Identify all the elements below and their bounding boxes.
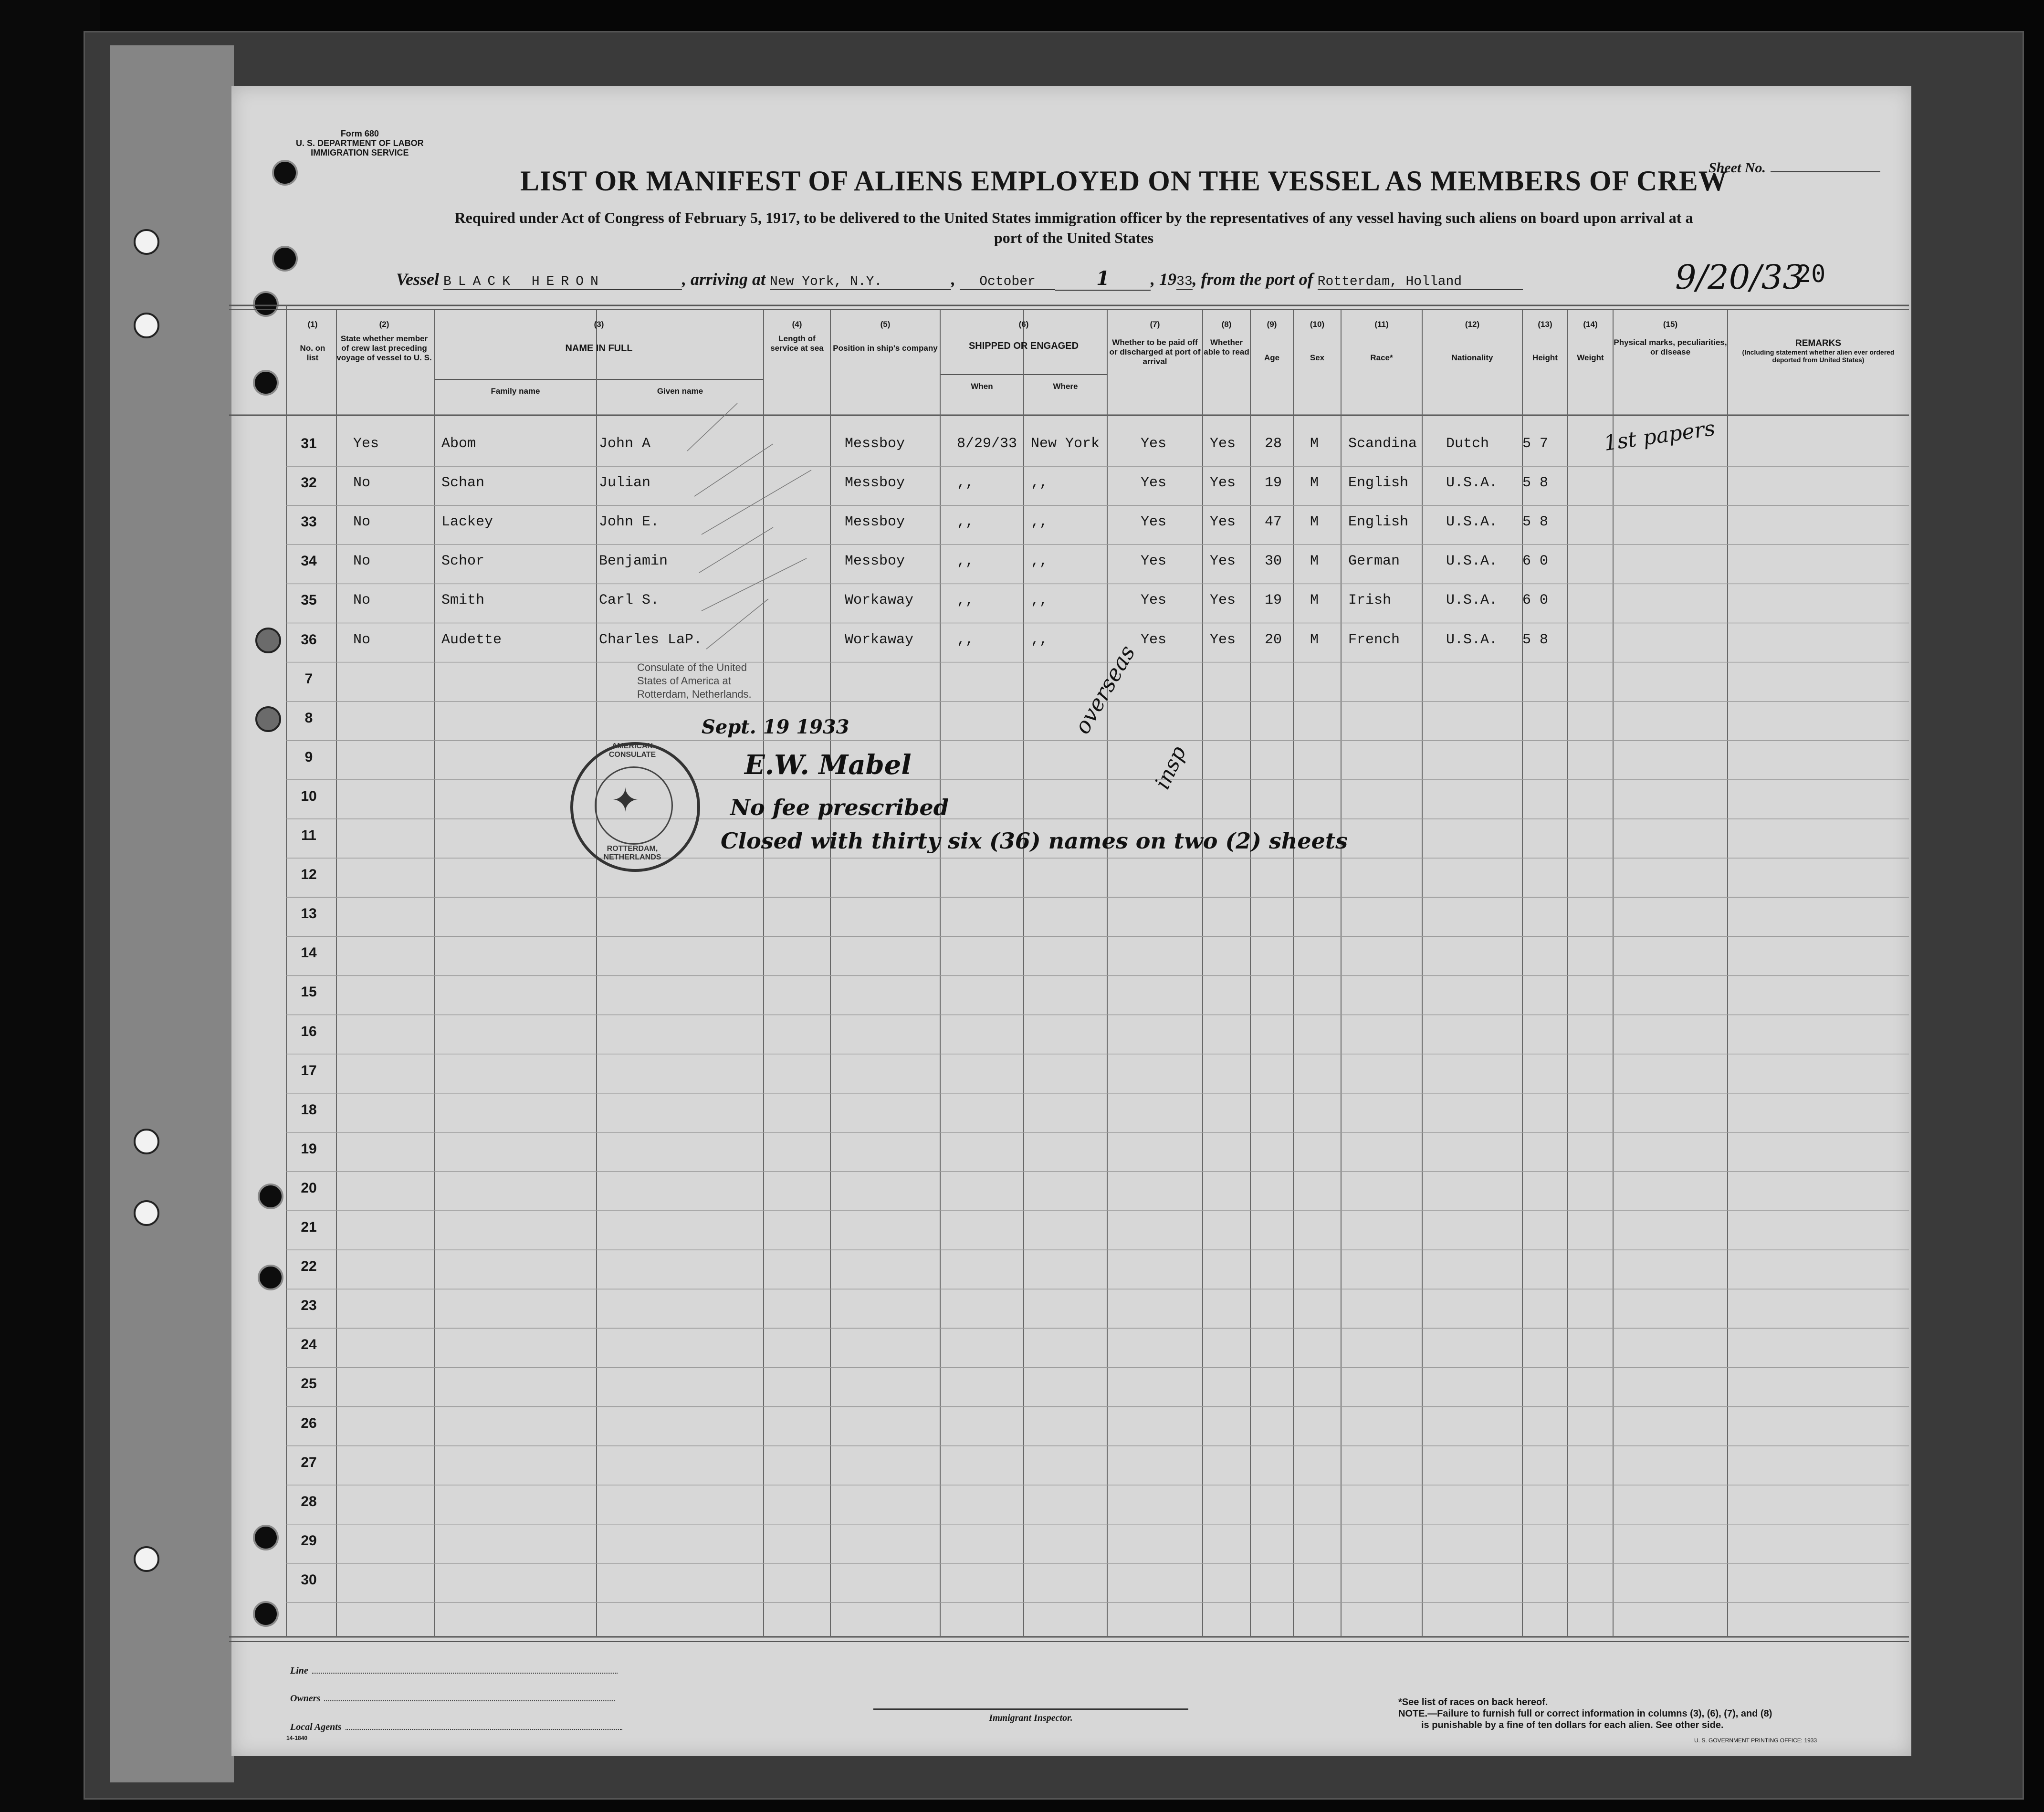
sex-cell: M [1310,436,1319,452]
where-cell: ,, [1031,514,1048,531]
nationality-cell: U.S.A. [1446,553,1498,570]
sept-date: Sept. 19 1933 [702,716,849,738]
sex-cell: M [1310,592,1319,609]
col-11-header [1341,320,1422,363]
consulate-line-2: States of America at [637,675,731,687]
row-number: 19 [301,1141,317,1157]
position-cell: Messboy [845,514,905,531]
read-cell: Yes [1210,436,1236,452]
punch-hole [253,291,279,317]
col-8-header [1203,320,1250,357]
given-cell: Benjamin [599,553,668,570]
row-number: 33 [301,514,317,530]
arriving-label: , arriving at [682,270,766,289]
page-title: LIST OR MANIFEST OF ALIENS EMPLOYED ON THE VESSEL AS MEMBERS OF CREW [520,165,1728,197]
row-number: 30 [301,1571,317,1588]
col-7-num: (7) [1150,320,1160,329]
when-cell: ,, [957,514,975,531]
binder-hole [134,229,159,255]
owners-field [290,1693,615,1704]
owners-label: Owners [290,1693,321,1704]
subtitle-line-2: port of the United States [994,229,1154,246]
given-cell: John A [599,436,651,452]
age-cell: 47 [1265,514,1282,531]
form-ref: 14-1840 [286,1735,308,1741]
punch-hole [255,706,281,732]
where-cell: New York [1031,436,1100,452]
punch-hole [272,246,298,272]
line-label: Line [290,1665,308,1676]
col-12-label: Nationality [1451,353,1493,362]
sheet-number-line [1771,171,1880,172]
binding-strip [110,45,234,1782]
col-4-num: (4) [792,320,802,329]
punch-hole [253,1525,279,1550]
punch-hole [253,370,279,396]
owners-blank [324,1700,615,1701]
overseas-note: overseas [1069,640,1141,738]
row-number: 31 [301,436,317,451]
binder-hole [134,1546,159,1572]
age-cell: 19 [1265,592,1282,609]
col-3-label: NAME IN FULL [565,343,633,354]
nationality-cell: U.S.A. [1446,475,1498,492]
footnote [1398,1697,1772,1731]
subtitle [296,208,1852,248]
punch-hole [272,160,298,186]
read-cell: Yes [1210,631,1236,648]
departure-port: Rotterdam, Holland [1318,274,1523,290]
consulate-stamp-text [637,661,752,701]
race-cell: Scandina [1348,436,1417,452]
row-number: 22 [301,1258,317,1275]
when-cell: ,, [957,475,975,492]
row-number: 18 [301,1101,317,1118]
age-cell: 30 [1265,553,1282,570]
last-voyage-cell: No [353,514,371,531]
col-10-label: Sex [1310,353,1325,362]
col-1-header [296,320,329,363]
read-cell: Yes [1210,592,1236,609]
row-number: 34 [301,553,317,569]
family-cell: Schan [441,475,485,492]
col-6-label: SHIPPED OR ENGAGED [968,341,1079,351]
height-cell: 5 8 [1522,631,1549,648]
sex-cell: M [1310,475,1319,492]
sex-cell: M [1310,514,1319,531]
punch-hole [258,1265,283,1290]
col-5-label: Position in ship's company [833,344,938,353]
position-cell: Workaway [845,631,914,648]
given-cell: Julian [599,475,651,492]
paid-off-cell: Yes [1141,592,1167,609]
position-cell: Workaway [845,592,914,609]
col-15-num: (15) [1663,320,1678,329]
when-cell: ,, [957,553,975,570]
col-10-header [1293,320,1341,363]
row-number: 11 [301,827,316,843]
col-1-num: (1) [307,320,318,329]
row-number: 15 [301,984,317,1000]
col-15-header [1613,320,1728,357]
col-14-num: (14) [1583,320,1598,329]
age-cell: 19 [1265,475,1282,492]
race-cell: English [1348,514,1409,531]
where-cell: ,, [1031,631,1048,648]
footnote-penalty-2: is punishable by a fine of ten dollars for each alien. See other side. [1421,1720,1724,1730]
row-number: 36 [301,631,317,648]
row-number: 24 [301,1337,317,1353]
punch-hole [255,628,281,653]
nationality-cell: U.S.A. [1446,592,1498,609]
nationality-cell: Dutch [1446,436,1489,452]
when-header: When [971,382,993,391]
col-5-header [830,320,940,353]
agents-field [290,1722,622,1733]
row-number: 27 [301,1454,317,1470]
printing-office: U. S. GOVERNMENT PRINTING OFFICE: 1933 [1694,1737,1817,1744]
col-11-label: Race* [1370,353,1393,362]
col-12-num: (12) [1465,320,1480,329]
nationality-cell: U.S.A. [1446,514,1498,531]
closed-note: Closed with thirty six (36) names on two (2) sheets [721,828,1348,854]
height-cell: 5 7 [1522,436,1549,452]
family-cell: Abom [441,436,476,452]
paid-off-cell: Yes [1141,475,1167,492]
col-14-label: Weight [1577,353,1604,362]
last-voyage-cell: Yes [353,436,379,452]
height-cell: 5 8 [1522,475,1549,492]
row-number: 35 [301,592,317,608]
seal-bottom-text: ROTTERDAM, NETHERLANDS [603,845,661,861]
nationality-cell: U.S.A. [1446,631,1498,648]
last-voyage-cell: No [353,475,371,492]
row-number: 32 [301,475,317,491]
col-12-header [1422,320,1522,363]
remarks-sublabel: (Including statement whether alien ever ordered deported from United States) [1742,348,1895,364]
col-11-num: (11) [1374,320,1389,329]
row-number: 28 [301,1493,317,1509]
arrival-day: 1 [1055,267,1151,291]
sex-cell: M [1310,631,1319,648]
age-cell: 28 [1265,436,1282,452]
race-cell: German [1348,553,1400,570]
form-number-block [296,129,424,157]
form-number: Form 680 [340,129,379,138]
col-13-num: (13) [1538,320,1552,329]
col-9-header [1250,320,1293,363]
paid-off-cell: Yes [1141,436,1167,452]
punch-hole [253,1601,279,1627]
remarks-cell: 1st papers [1602,416,1717,456]
row-number: 21 [301,1219,317,1235]
col-5-num: (5) [880,320,891,329]
row-number: 17 [301,1062,317,1079]
vessel-name: BLACK HERON [443,274,682,290]
when-cell: ,, [957,592,975,609]
col-13-label: Height [1532,353,1558,362]
given-cell: Carl S. [599,592,660,609]
last-voyage-cell: No [353,553,371,570]
col-3-num: (3) [594,320,604,329]
footnote-penalty-1: NOTE.—Failure to furnish full or correct information in columns (3), (6), (7), and (8) [1398,1708,1772,1719]
consulate-line-1: Consulate of the United [637,661,747,673]
remarks-header [1728,320,1909,364]
where-cell: ,, [1031,553,1048,570]
binder-hole [134,1129,159,1154]
subtitle-line-1: Required under Act of Congress of February 5, 1917, to be delivered to the United States immigration officer by the representatives of any vessel having such aliens on board upon arrival at a [454,209,1693,226]
row-number: 14 [301,945,317,961]
year-prefix: , 19 [1151,270,1177,289]
row-number: 23 [301,1298,317,1314]
line-field [290,1665,618,1676]
col-6-num: (6) [1018,320,1029,329]
family-cell: Lackey [441,514,493,531]
family-name-header: Family name [491,387,540,396]
height-cell: 6 0 [1522,592,1549,609]
read-cell: Yes [1210,553,1236,570]
row-number: 16 [301,1023,317,1039]
arrival-month: October [960,274,1055,290]
agents-blank [346,1729,622,1730]
row-number: 10 [301,788,317,804]
col-4-label: Length of service at sea [770,334,824,353]
col-13-header [1522,320,1568,363]
height-cell: 6 0 [1522,553,1549,570]
punch-hole [258,1184,283,1209]
row-number: 29 [301,1532,317,1549]
sheet-label: Sheet No. [1709,160,1766,176]
remarks-label: REMARKS [1795,338,1842,348]
sex-cell: M [1310,553,1319,570]
binder-hole [134,1200,159,1226]
consulate-line-3: Rotterdam, Netherlands. [637,688,752,700]
row-number: 26 [301,1415,317,1431]
when-cell: 8/29/33 [957,436,1017,452]
height-cell: 5 8 [1522,514,1549,531]
col-4-header [764,320,830,353]
binder-hole [134,313,159,338]
race-cell: English [1348,475,1409,492]
inspector-signature-line: Immigrant Inspector. [873,1708,1188,1724]
page-number: 20 [1797,260,1826,288]
position-cell: Messboy [845,475,905,492]
race-cell: French [1348,631,1400,648]
col-15-label: Physical marks, peculiarities, or disease [1614,338,1727,356]
seal-top-text: AMERICAN CONSULATE [608,742,656,759]
col-14-header [1568,320,1613,363]
race-cell: Irish [1348,592,1392,609]
row-number: 20 [301,1180,317,1196]
given-cell: Charles LaP. [599,631,702,648]
from-label: , from the port of [1192,270,1313,289]
col-2-label: State whether member of crew last preceding voyage of vessel to U. S. [336,334,432,362]
row-number: 12 [301,867,317,883]
eagle-icon: ✦ [611,781,639,820]
insp-note: insp [1150,742,1191,793]
footnote-races: *See list of races on back hereof. [1398,1697,1548,1707]
read-cell: Yes [1210,475,1236,492]
arrival-port: New York, N.Y. [770,274,951,290]
col-6-header [940,320,1107,351]
service: IMMIGRATION SERVICE [311,148,409,157]
position-cell: Messboy [845,436,905,452]
col-2-num: (2) [379,320,389,329]
col-1-label: No. on list [300,344,325,362]
col-9-num: (9) [1267,320,1277,329]
last-voyage-cell: No [353,592,371,609]
paid-off-cell: Yes [1141,631,1167,648]
where-cell: ,, [1031,592,1048,609]
col-8-label: Whether able to read [1204,338,1249,356]
read-cell: Yes [1210,514,1236,531]
row-number: 13 [301,906,317,922]
col-10-num: (10) [1310,320,1325,329]
where-cell: ,, [1031,475,1048,492]
row-number: 8 [304,710,313,726]
family-cell: Smith [441,592,485,609]
given-cell: John E. [599,514,660,531]
paid-off-cell: Yes [1141,514,1167,531]
age-cell: 20 [1265,631,1282,648]
col-3-header [434,320,764,353]
handwritten-date: 9/20/33 [1675,258,1804,297]
col-8-num: (8) [1221,320,1232,329]
col-2-header [336,320,432,363]
consul-signature: E.W. Mabel [744,749,912,781]
vessel-label: Vessel [396,270,439,289]
agents-label: Local Agents [290,1722,342,1732]
arrival-year: 33 [1176,274,1193,289]
department: U. S. DEPARTMENT OF LABOR [296,138,424,148]
where-header: Where [1053,382,1078,391]
fee-note: No fee prescribed [730,795,949,820]
col-9-label: Age [1264,353,1280,362]
col-7-label: Whether to be paid off or discharged at port of arrival [1109,338,1201,366]
family-cell: Schor [441,553,485,570]
row-number: 7 [304,670,313,687]
row-number: 9 [304,749,313,765]
vessel-line: Vessel BLACK HERON , arriving at New York, N.Y. , October 1 , 1933, from the port of Rotterdam, Holland [396,267,1523,291]
last-voyage-cell: No [353,631,371,648]
col-7-header [1107,320,1203,367]
row-number: 25 [301,1376,317,1392]
sheet-number-field [1709,160,1880,176]
paid-off-cell: Yes [1141,553,1167,570]
line-blank [312,1673,618,1674]
position-cell: Messboy [845,553,905,570]
given-name-header: Given name [657,387,703,396]
family-cell: Audette [441,631,502,648]
when-cell: ,, [957,631,975,648]
